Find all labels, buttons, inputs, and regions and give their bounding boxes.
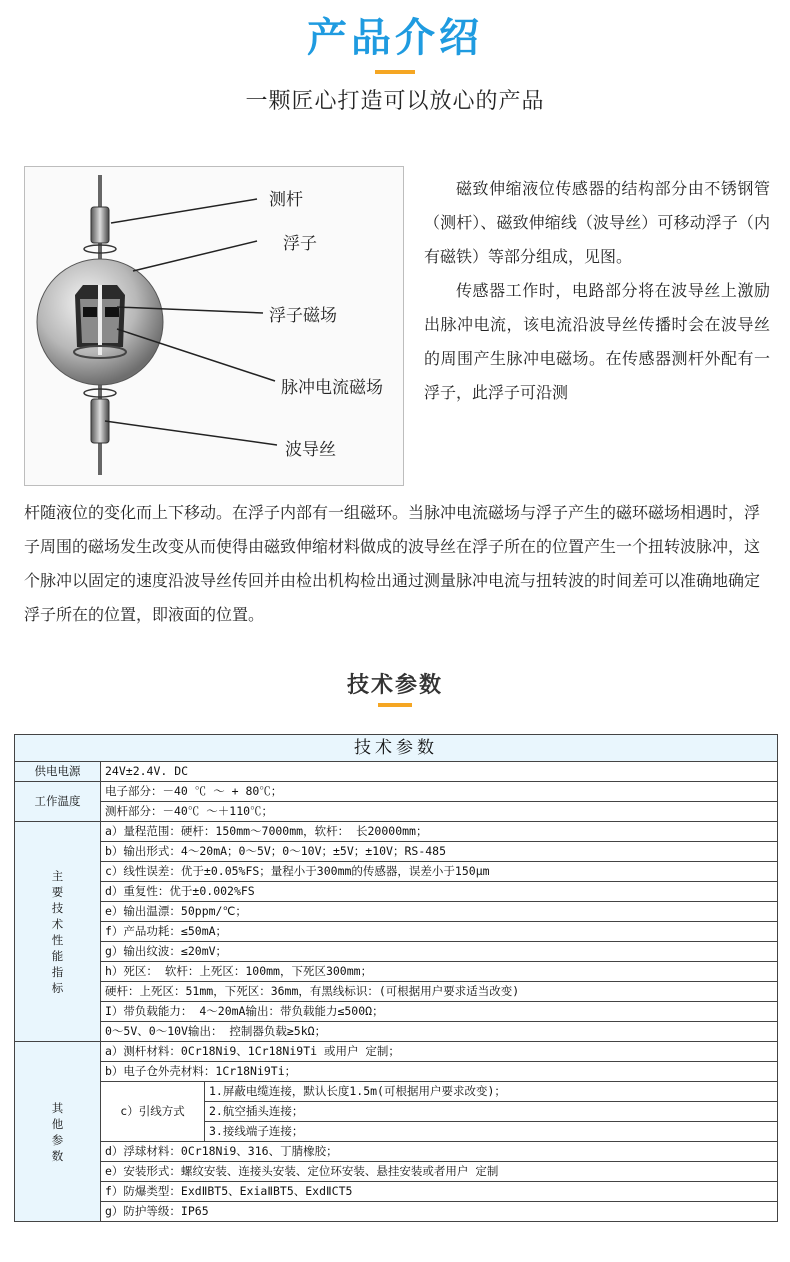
table-row bbox=[15, 1202, 778, 1222]
intro-paragraph-1: 磁致伸缩液位传感器的结构部分由不锈钢管（测杆）、磁致伸缩线（波导丝）可移动浮子（内有磁铁）等部分组成，见图。 bbox=[424, 179, 770, 266]
main-row: 0～5V、0～10V输出： 控制器负载≥5kΩ； bbox=[101, 1022, 778, 1042]
table-row bbox=[15, 1062, 778, 1082]
label-pulse-field: 脉冲电流磁场 bbox=[281, 378, 383, 398]
structure-diagram bbox=[24, 166, 404, 486]
table-row bbox=[15, 982, 778, 1002]
temp-label: 工作温度 bbox=[15, 782, 101, 822]
label-float-field: 浮子磁场 bbox=[269, 306, 337, 326]
table-row bbox=[15, 1022, 778, 1042]
table-row bbox=[15, 842, 778, 862]
section-title: 技术参数 bbox=[346, 673, 443, 698]
other-row: g）防护等级：IP65 bbox=[101, 1202, 778, 1222]
main-row: e）输出温漂：50ppm/℃； bbox=[101, 902, 778, 922]
lead-row: 2.航空插头连接； bbox=[205, 1102, 778, 1122]
main-row: d）重复性：优于±0.002%FS bbox=[101, 882, 778, 902]
table-row bbox=[15, 1042, 778, 1062]
title-underline bbox=[375, 70, 415, 74]
other-row: d）浮球材料：0Cr18Ni9、316、丁腈橡胶； bbox=[101, 1142, 778, 1162]
other-row: e）安装形式：螺纹安装、连接头安装、定位环安装、悬挂安装或者用户 定制 bbox=[101, 1162, 778, 1182]
rod-upper-segment bbox=[91, 207, 109, 243]
spec-table bbox=[14, 734, 778, 1222]
table-row bbox=[15, 802, 778, 822]
table-row bbox=[15, 1162, 778, 1182]
lead-label: c）引线方式 bbox=[101, 1082, 205, 1142]
main-row: g）输出纹波：≤20mV； bbox=[101, 942, 778, 962]
other-row: f）防爆类型：ExdⅡBT5、ExiaⅡBT5、ExdⅡCT5 bbox=[101, 1182, 778, 1202]
main-row: c）线性误差：优于±0.05%FS；量程小于300mm的传感器，误差小于150μm bbox=[101, 862, 778, 882]
table-row bbox=[15, 902, 778, 922]
table-row bbox=[15, 882, 778, 902]
main-label: 主要技术性能指标 bbox=[15, 822, 101, 1042]
temp-row: 电子部分：－40 ℃ ～ + 80℃； bbox=[101, 782, 778, 802]
table-row bbox=[15, 962, 778, 982]
page-subtitle: 一颗匠心打造可以放心的产品 bbox=[245, 89, 545, 114]
lead-row: 1.屏蔽电缆连接，默认长度1.5m(可根据用户要求改变)； bbox=[205, 1082, 778, 1102]
other-label: 其他参数 bbox=[15, 1042, 101, 1222]
table-row bbox=[15, 1082, 778, 1102]
label-float: 浮子 bbox=[283, 234, 317, 254]
power-label: 供电电源 bbox=[15, 762, 101, 782]
intro-right-column bbox=[424, 172, 770, 410]
table-row bbox=[15, 762, 778, 782]
table-row bbox=[15, 1002, 778, 1022]
temp-row: 测杆部分：－40℃ ～＋110℃； bbox=[101, 802, 778, 822]
table-row bbox=[15, 862, 778, 882]
label-rod: 测杆 bbox=[269, 190, 303, 210]
table-row bbox=[15, 1182, 778, 1202]
table-row bbox=[15, 942, 778, 962]
page-title: 产品介绍 bbox=[307, 15, 483, 61]
other-row: b）电子仓外壳材料：1Cr18Ni9Ti； bbox=[101, 1062, 778, 1082]
intro-paragraph-2-cont: 杆随液位的变化而上下移动。在浮子内部有一组磁环。当脉冲电流磁场与浮子产生的磁环磁场相遇时，浮子周围的磁场发生改变从而使得由磁致伸缩材料做成的波导丝在浮子所在的位置产生一个扭转波脉冲，这个脉冲以固定的速度沿波导丝传回并由检出机构检出通过测量脉冲电流与扭转波的时间差可以准确地确定浮子所在的位置，即液面的位置。 bbox=[24, 503, 761, 624]
other-row: a）测杆材料：0Cr18Ni9、1Cr18Ni9Ti 或用户 定制； bbox=[101, 1042, 778, 1062]
table-row bbox=[15, 1142, 778, 1162]
intro-paragraph-2: 传感器工作时，电路部分将在波导丝上激励出脉冲电流，该电流沿波导丝传播时会在波导丝的周围产生脉冲电磁场。在传感器测杆外配有一浮子，此浮子可沿测 bbox=[424, 281, 770, 402]
main-row: h）死区： 软杆：上死区：100mm，下死区300mm； bbox=[101, 962, 778, 982]
table-row bbox=[15, 735, 778, 762]
table-row bbox=[15, 782, 778, 802]
table-row bbox=[15, 822, 778, 842]
table-row bbox=[15, 922, 778, 942]
intro-full-width bbox=[24, 496, 770, 632]
main-row: b）输出形式：4～20mA；0～5V；0～10V；±5V；±10V；RS-485 bbox=[101, 842, 778, 862]
main-row: f）产品功耗：≤50mA； bbox=[101, 922, 778, 942]
table-header: 技术参数 bbox=[15, 735, 778, 762]
lead-row: 3.接线端子连接； bbox=[205, 1122, 778, 1142]
main-row: I）带负载能力： 4～20mA输出：带负载能力≤500Ω； bbox=[101, 1002, 778, 1022]
label-waveguide: 波导丝 bbox=[285, 440, 336, 460]
main-row: a）量程范围：硬杆：150mm～7000mm，软杆： 长20000mm； bbox=[101, 822, 778, 842]
spec-table-wrapper bbox=[14, 734, 777, 1247]
section-underline bbox=[378, 703, 412, 707]
main-row: 硬杆：上死区：51mm，下死区：36mm，有黑线标识：(可根据用户要求适当改变) bbox=[101, 982, 778, 1002]
power-value: 24V±2.4V. DC bbox=[101, 762, 778, 782]
